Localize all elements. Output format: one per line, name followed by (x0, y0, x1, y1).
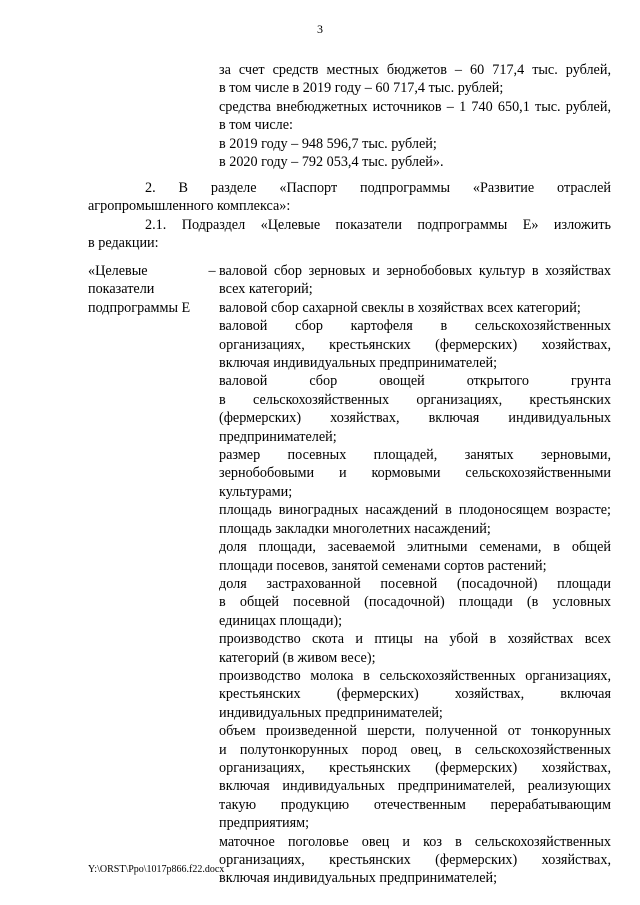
indicator-line: организациях, крестьянских (фермерских) хозяйствах, (219, 336, 611, 353)
page-number: 3 (317, 22, 323, 36)
indicators-label (88, 262, 210, 317)
indicator-line: (фермерских) хозяйствах, включая индивидуальных (219, 410, 611, 427)
indicator-line: включая индивидуальных предпринимателей; (219, 870, 498, 887)
indicator-line: валовой сбор зерновых и зернобобовых культур в хозяйствах (219, 263, 611, 279)
indicators-list (219, 262, 611, 888)
indicator-line: включая индивидуальных предпринимателей, реализующих (219, 778, 611, 795)
indicator-line: организациях, крестьянских (фермерских) хозяйствах, (219, 852, 611, 868)
indicator-line: индивидуальных предпринимателей; (219, 704, 443, 721)
indicator-line: крестьянских (фермерских) хозяйствах, включая (219, 686, 611, 703)
indicators-label-line: подпрограммы Е (88, 299, 191, 316)
indicator-line: производство молока в сельскохозяйственных организациях, (219, 667, 611, 684)
indicator-line: производство скота и птицы на убой в хозяйствах всех (219, 631, 611, 648)
indicators-label-line: «Целевые (88, 263, 148, 279)
amendment-item-2: 2. В разделе «Паспорт подпрограммы «Развитие отраслей (145, 180, 611, 196)
indicator-line: в сельскохозяйственных организациях, крестьянских (219, 391, 611, 408)
amendment-item-2-1-continued: в редакции: (88, 235, 159, 252)
indicator-line: валовой сбор сахарной свеклы в хозяйствах всех категорий; (219, 299, 581, 316)
indicator-line: в общей посевной (посадочной) площади (в условных (219, 594, 611, 611)
indicator-line: маточное поголовье овец и коз в сельскохозяйственных (219, 833, 611, 850)
indicator-line: и полутонкорунных пород овец, в сельскохозяйственных (219, 741, 611, 758)
indicators-dash: – (208, 263, 216, 279)
funding-line: за счет средств местных бюджетов – 60 717,4 тыс. рублей, (219, 62, 611, 78)
indicators-label-line: показатели (88, 281, 155, 298)
funding-line: средства внебюджетных источников – 1 740 650,1 тыс. рублей, (219, 98, 611, 115)
indicator-line: валовой сбор овощей открытого грунта (219, 373, 611, 390)
amendment-paragraphs (88, 179, 611, 253)
footer-file-path: Y:\ORST\Ppo\1017p866.f22.docx (88, 864, 225, 875)
indicator-line: организациях, крестьянских (фермерских) хозяйствах, (219, 759, 611, 776)
indicator-line: размер посевных площадей, занятых зерновыми, (219, 447, 611, 464)
indicator-line: включая индивидуальных предпринимателей; (219, 355, 498, 372)
indicator-line: валовой сбор картофеля в сельскохозяйственных (219, 318, 611, 335)
funding-sources-block (219, 61, 611, 171)
funding-line: в том числе: (219, 117, 293, 134)
indicator-line: культурами; (219, 483, 293, 500)
indicator-line: такую продукцию отечественным перерабатывающим (219, 796, 611, 813)
indicator-line: зернобобовыми и кормовыми сельскохозяйственными (219, 465, 611, 482)
indicator-line: площадь закладки многолетних насаждений; (219, 520, 491, 537)
indicator-line: доля площади, засеваемой элитными семенами, в общей (219, 539, 611, 556)
amendment-item-2-continued: агропромышленного комплекса»: (88, 198, 291, 215)
indicator-line: предприятиям; (219, 815, 310, 832)
indicator-line: доля застрахованной посевной (посадочной) площади (219, 575, 611, 592)
indicator-line: предпринимателей; (219, 428, 337, 445)
funding-line: в 2020 году – 792 053,4 тыс. рублей». (219, 154, 444, 171)
indicator-line: площади посевов, занятой семенами сортов растений; (219, 557, 547, 574)
indicator-line: единицах площади); (219, 612, 343, 629)
indicator-line: категорий (в живом весе); (219, 649, 376, 666)
indicator-line: площадь виноградных насаждений в плодоносящем возрасте; (219, 502, 611, 519)
amendment-item-2-1: 2.1. Подраздел «Целевые показатели подпрограммы Е» изложить (145, 216, 611, 233)
funding-line: в 2019 году – 948 596,7 тыс. рублей; (219, 135, 437, 152)
indicator-line: всех категорий; (219, 281, 313, 298)
indicator-line: объем произведенной шерсти, полученной от тонкорунных (219, 723, 611, 740)
funding-line: в том числе в 2019 году – 60 717,4 тыс. рублей; (219, 80, 504, 97)
